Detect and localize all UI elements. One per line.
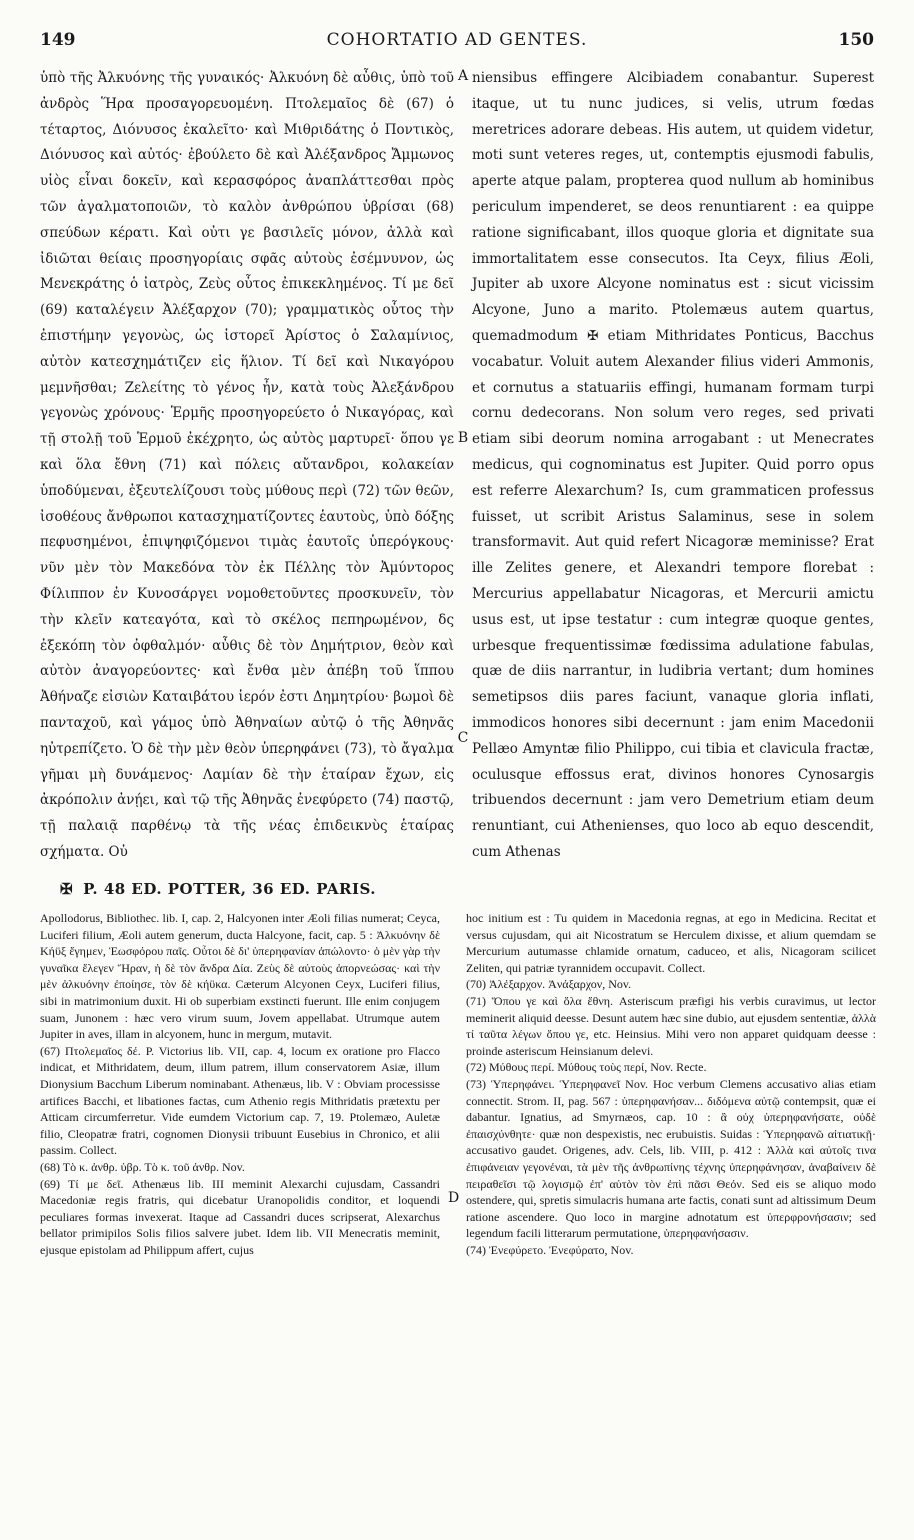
latin-text-column: niensibus effingere Alcibiadem conabantur. Superest itaque, ut tu nunc judices, si velis, utrum fœdas meretrices adorare debeas. His autem, ut quidem videtur, moti sunt veteres reges, ut, contemptis ejusmodi fabulis, aperte atque palam, propterea quod nullum ab hominibus periculum impenderet, se deos renuntiarent : ea quippe ratione significabant, illos quoque gloria et dignitate sua immortalitatem esse consecutos. Ita Ceyx, filius Æoli, Jupiter ab uxore Alcyone nominatus est : sicut vicissim Alcyone, Juno a marito. Ptolemæus autem quartus, quemadmodum ✠ etiam Mithridates Ponticus, Bacchus vocabatur. Voluit autem Alexander filius videri Ammonis, et cornutus a statuariis effingi, humanam formam turpi cornu dedecorans. Non solum vero reges, sed privati etiam sibi deorum nomina arrogabant : ut Menecrates medicus, qui cognominatus est Jupiter. Quid porro opus est referre Alexarchum? Is, cum grammaticen professus fuisset, ut scribit Aristus Salaminus, sese in solem transformavit. Aut quid refert Nicagoræ meminisse? Erat ille Zelites genere, et Alexandri tempore florebat : Mercurius appellabatur Nicagoras, et Mercurii amictu usus est, ut ipse testatur : cum integræ quoque gentes, urbesque frequentissimæ fœdissima adulatione fabulas, quæ de diis narrantur, in ludibria vertant; dum homines semetipsos diis pares faciunt, vanaque gloria inflati, immodicos honores sibi decernunt : jam enim Macedonii Pellæo Amyntæ filio Philippo, cui tibia et clavicula fractæ, oculusque effossus erat, divinos honores Cynosargis tribuendos decernunt : jam vero Demetrium etiam deum renuntiant, cui Athenienses, quo loco ab equo descendit, cum Athenas	[472, 70, 874, 860]
edition-label: P. 48 ED. POTTER, 36 ED. PARIS.	[83, 880, 377, 898]
greek-text-column: ὑπὸ τῆς Ἀλκυόνης τῆς γυναικός· Ἀλκυόνη δὲ αὖθις, ὑπὸ τοῦ ἀνδρὸς Ἥρα προσαγορευομένη. Πτολεμαῖος δὲ (67) ὁ τέταρτος, Διόνυσος ἐκαλεῖτο· καὶ Μιθριδάτης ὁ Ποντικὸς, Διόνυσος καὶ αὐτός· ἐβούλετο δὲ καὶ Ἀλέξανδρος Ἄμμωνος υἱὸς εἶναι δοκεῖν, καὶ κερασφόρος ἀναπλάττεσθαι πρὸς τῶν ἀγαλματοποιῶν, τὸ καλὸν ἀνθρώπου ὑβρίσαι (68) σπεύδων κέρατι. Καὶ οὐτι γε βασιλεῖς μόνον, ἀλλὰ καὶ ἰδιῶται θείαις προσηγορίαις σφᾶς αὐτοὺς ἐσέμνυνον, ὡς Μενεκράτης ὁ ἰατρὸς, Ζεὺς οὗτος ἐπικεκλημένος. Τί με δεῖ (69) καταλέγειν Ἀλέξαρχον (70); γραμματικὸς οὗτος τὴν ἐπιστήμην γεγονὼς, ὡς ἱστορεῖ Ἀρίστος ὁ Σαλαμίνιος, αὐτὸν κατεσχημάτιζεν εἰς ἥλιον. Τί δεῖ καὶ Νικαγόρου μεμνῆσθαι; Ζελείτης τὸ γένος ἦν, κατὰ τοὺς Ἀλεξάνδρου γεγονὼς χρόνους· Ἑρμῆς προσηγορεύετο ὁ Νικαγόρας, καὶ τῇ στολῇ τοῦ Ἑρμοῦ ἐκέχρητο, ὡς αὐτὸς μαρτυρεῖ· ὅπου γε καὶ ὅλα ἔθνη (71) καὶ πόλεις αὔτανδροι, κολακείαν ὑποδύμεναι, ἐξευτελίζουσι τοὺς μύθους περὶ (72) τῶν θεῶν, ἰσοθέους ἄνθρωποι κατασχηματίζοντες ἑαυτοὺς, ὑπὸ δόξης πεφυσημένοι, ἐπιψηφιζόμενοι τιμὰς ἑαυτοῖς ὑπερόγκους· νῦν μὲν τὸν Μακεδόνα τὸν ἐκ Πέλλης τὸν Ἀμύντορος Φίλιππον ἐν Κυνοσάργει νομοθετοῦντες προσκυνεῖν, τὸν τὴν κλεῖν κατεαγότα, καὶ τὸ σκέλος πεπηρωμένον, δς ἐξεκόπη τὸν ὀφθαλμόν· αὖθις δὲ τὸν Δημήτριον, θεὸν καὶ αὐτὸν ἀναγορεύοντες· καὶ ἔνθα μὲν ἀπέβη τοῦ ἵππου Ἀθήναζε εἰσιὼν Καταιβάτου ἱερόν ἐστι Δημητρίου· βωμοὶ δὲ πανταχοῦ, καὶ γάμος ὑπὸ Ἀθηναίων αὐτῷ ὁ τῆς Ἀθηνᾶς ηὐτρεπίζετο. Ὁ δὲ τὴν μὲν θεὸν ὑπερηφάνει (73), τὸ ἄγαλμα γῆμαι μὴ δυνάμενος· Λαμίαν δὲ τὴν ἑταίραν ἔχων, εἰς ἀκρόπολιν ἀνῄει, καὶ τῷ τῆς Ἀθηνᾶς ἐνεφύρετο (74) παστῷ, τῇ παλαιᾷ παρθένῳ τὰ τῆς νέας ἐπιδεικνὺς ἑταίρας σχήματα. Οὐ	[40, 70, 454, 860]
footnote: hoc initium est : Tu quidem in Macedonia regnas, at ego in Medicina. Recitat et versus cujusdam, qui ait Nicostratum se Herculem dixisse, et alium quemdam se Mercurium autumasse chlamide ornatum, caduceo, et alis, Nicagoram scilicet Zeliten, qui patriæ tyrannidem occupavit. Collect.	[466, 911, 876, 975]
page-number-left: 149	[40, 30, 76, 50]
footnote: (74) Ἐνεφύρετο. Ἐνεφύρατο, Nov.	[466, 1242, 634, 1257]
footnote: (72) Μύθους περί. Μύθους τοὺς περί, Nov. Recte.	[466, 1060, 707, 1075]
footnote: (73) Ὑπερηφάνει. Ὑπερηφανεῖ Nov. Hoc verbum Clemens accusativo alias etiam connectit. Strom. II, pag. 567 : ὑπερηφανήσαν... διδόμενα αὐτῷ contempsit, quæ ei dabantur. Ignatius, ad Smyrnæos, cap. 10 : ἃ οὐχ ὑπερηφανήσατε, οὐδὲ ἐπαισχύνθητε· quæ non despexistis, nec erubuistis. Suidas : Ὑπερηφανῶ αἰτιατικῇ· accusativo gaudet. Origenes, adv. Cels, lib. VIII, p. 412 : Ἀλλὰ καὶ αὐτοῖς τινα ἐπιφάνειαν γεγονέναι, τὰ μὲν τῆς ἀνθρωπίνης τέχνης ὑπερηφάνησαν, ἀναβαίνειν δὲ πειραθεῖσι τῷ λογισμῷ ἐπ' αὐτὸν τὸν ἐπὶ πᾶσι Θεόν. Sed eis se aliquo modo ostendere, qui, spretis simulacris humana arte factis, conati sunt ad altissimum Deum ratione ascendere. Quo loco in margine adnotatum est ὑπερφρονήσασιν; sed legendum facili litterarum permutatione, ὑπερηφανήσασιν.	[466, 1076, 876, 1241]
section-marker-c: C	[457, 730, 469, 746]
page-title: COHORTATIO AD GENTES.	[326, 30, 588, 50]
footnotes-left-column	[40, 910, 440, 1520]
footnote: (69) Τί με δεῖ. Athenæus lib. III meminit Alexarchi cujusdam, Cassandri Macedoniæ regis fratris, qui dicebatur Uranopolidis conditor, et loquendi peculiares formas invexerat. Itaque ad Cassandri duces scripserat, Alexarchus bellator primipilos Solis filios salvere jubet. Idem lib. VII Menecratis meminit, ejusque epistolam ad Philippum affert, cujus	[40, 1176, 440, 1257]
edition-reference	[60, 880, 376, 898]
section-marker-b: B	[457, 430, 469, 446]
main-text-columns	[40, 66, 874, 874]
section-marker-a: A	[457, 68, 469, 84]
page-number-right: 150	[838, 30, 874, 50]
running-header	[40, 30, 874, 54]
footnote: (67) Πτολεμαῖος δέ. P. Victorius lib. VII, cap. 4, locum ex oratione pro Flacco indicat, et Mithridatem, deum, illum patrem, illum conservatorem Asiæ, illum Dionysium Bacchum Liberum nominabant. Athenæus, lib. V : Obviam processisse artifices Bacchi, et libationes factas, cum Athenio regis Mithridatis prætextu per Atticam circumferretur. Vide eumdem Victorium cap. 7, 19. Ptolemæo, Auletæ filio, Cleopatræ fratri, cognomen Dionysii tribuunt Eusebius in Chronico, et alii passim. Collect.	[40, 1043, 440, 1158]
section-marker-d: D	[448, 1190, 460, 1206]
footnote: Apollodorus, Bibliothec. lib. I, cap. 2, Halcyonen inter Æoli filias numerat; Ceyca, Luciferi filium, Æoli autem generum, ducta Halcyone, facit, cap. 5 : Ἀλκυόνην δὲ Κήϋξ ἔγημεν, Ἑωσφόρου παῖς. Οὗτοι δὲ δι' ὑπερηφανίαν ἀπώλοντο· ὁ μὲν γὰρ τὴν γυναῖκα ἔλεγεν Ἥραν, ἡ δὲ τὸν ἄνδρα Δία. Ζεὺς δὲ αὐτοὺς ἀπορνεώσας· καὶ τὴν μὲν ἀλκυόνην ἐποίησε, τὸν δὲ κήϋκα. Cæterum Alcyonen Ceyx, Luciferi filius, sibi in matrimonium duxit. Hi ob superbiam exstincti fuerunt. Ille enim conjugem suam, Junonem : hæc vero virum suum, Jovem appellabat. Utrumque autem Jupiter in aves, illam in alcyonem, hunc in mergum, mutavit.	[40, 911, 440, 1042]
maltese-cross-icon: ✠	[60, 880, 74, 898]
footnote: (68) Τὸ κ. ἀνθρ. ὑβρ. Τὸ κ. τοῦ ἀνθρ. Nov.	[40, 1159, 245, 1174]
footnote: (71) Ὅπου γε καὶ ὅλα ἔθνη. Asteriscum præfigi his verbis curavimus, ut lector meminerit aliquid deesse. Desunt autem hæc sine dubio, aut ejusdem sententiæ, ἀλλὰ τί ταῦτα λέγων ὅπου γε, etc. Heinsius. Mihi vero non apparet quidquam deesse : proinde asteriscum Heinsianum delevi.	[466, 993, 876, 1058]
footnotes-right-column	[466, 910, 876, 1520]
footnote: (70) Ἀλέξαρχον. Ἀνάξαρχον, Nov.	[466, 977, 632, 992]
